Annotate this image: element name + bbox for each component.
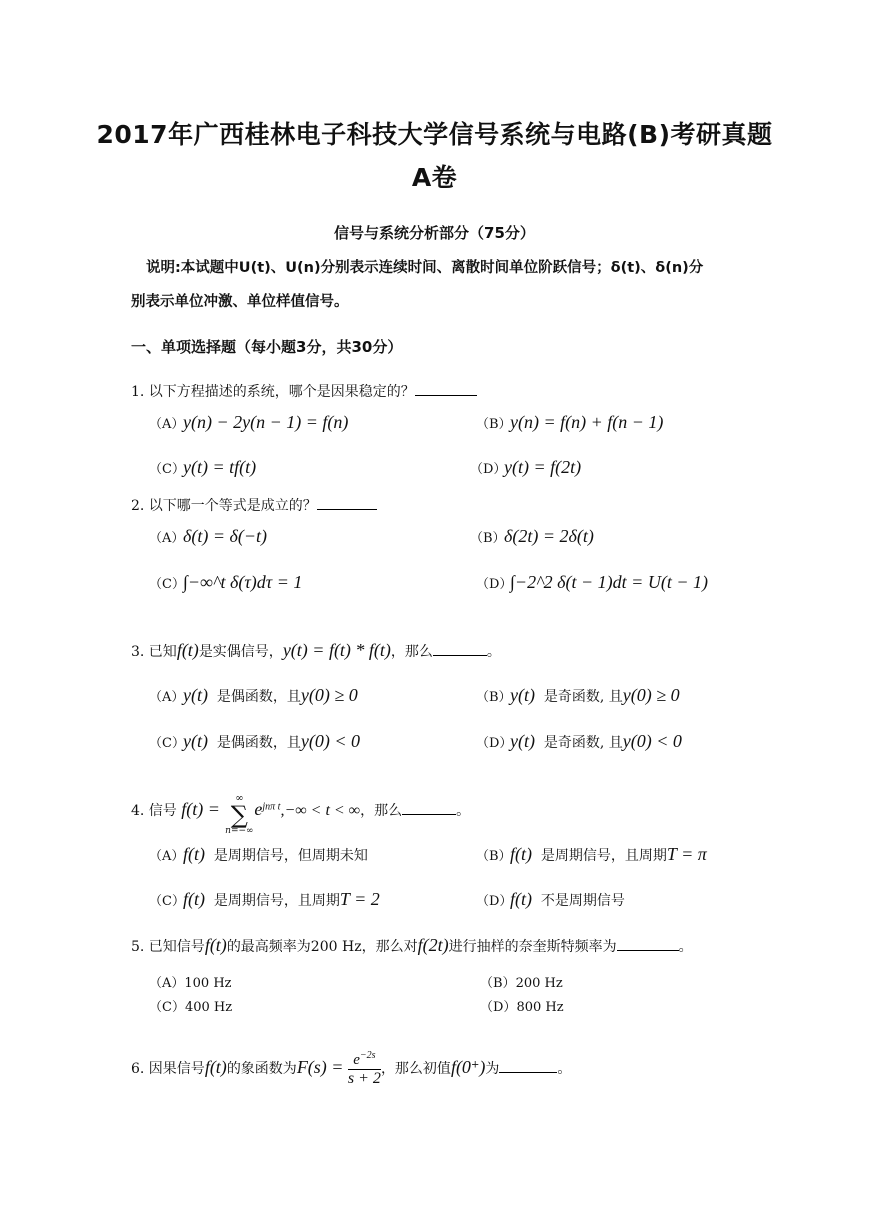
option-label: （D） [480,1000,517,1015]
option-label: （A） [149,531,185,546]
question-2-stem: 2. 以下哪一个等式是成立的？ [131,498,317,514]
q4-option-d[interactable] [476,889,625,910]
section-header: 信号与系统分析部分（75分） [334,224,535,242]
option-var: f(t) [183,889,205,909]
q5-option-a[interactable] [149,972,232,991]
option-cond: y(0) < 0 [622,731,682,751]
document-title-line2: A卷 [411,163,458,192]
q5-option-d[interactable] [480,996,564,1015]
option-text: 800 Hz [516,1000,564,1015]
option-cond: T = 2 [339,889,380,909]
answer-blank[interactable] [433,641,487,656]
option-expr: δ(t) = δ(−t) [183,526,268,546]
q5-stem-pre: 5. 已知信号 [131,939,205,955]
option-var: y(t) [183,731,208,751]
q2-option-a[interactable] [149,526,267,547]
option-text: 100 Hz [184,976,232,991]
option-expr: δ(2t) = 2δ(t) [504,526,594,546]
option-var: f(t) [510,844,532,864]
option-expr: y(n) = f(n) + f(n − 1) [510,412,664,432]
q6-stem-f0-close: ) [479,1057,486,1077]
option-text: 400 Hz [184,1000,233,1015]
q3-stem-end: 。 [486,644,501,660]
option-cond: T = π [666,844,707,864]
q3-stem-f: f(t) [176,640,199,660]
option-label: （C） [149,577,185,592]
part1-header: 一、单项选择题（每小题3分，共30分） [131,338,403,356]
transfer-fraction [348,1050,381,1088]
q4-stem-end: 。 [456,803,471,819]
sum-lower-limit: n=−∞ [225,826,254,836]
q6-stem-mid: 的象函数为 [226,1061,297,1077]
q3-stem-mid: 是实偶信号， [198,644,283,660]
q6-stem-F: F(s) = [296,1057,344,1077]
q3-stem-post: ，那么 [390,644,433,660]
option-text: 是奇函数, 且 [543,735,623,751]
question-2 [131,495,377,515]
answer-blank[interactable] [499,1058,557,1073]
document-title: 2017年广西桂林电子科技大学信号系统与电路(B)考研真题 [96,120,773,149]
answer-blank[interactable] [402,800,456,815]
question-5 [131,935,693,956]
option-cond: y(0) < 0 [300,731,361,751]
option-var: y(t) [510,731,535,751]
option-label: （B） [480,976,516,991]
q6-stem-end: 。 [557,1061,572,1077]
question-6 [131,1050,571,1088]
q4-option-a[interactable] [149,844,368,865]
option-var: f(t) [183,844,205,864]
q5-stem-f2: f(2t) [417,935,449,955]
q5-option-b[interactable] [480,972,563,991]
option-label: （C） [149,736,185,751]
q4-stem-post: ，那么 [360,803,403,819]
q1-option-d[interactable] [470,457,581,478]
answer-blank[interactable] [317,495,377,510]
option-text: 200 Hz [515,976,563,991]
option-label: （B） [476,690,512,705]
option-label: （C） [149,894,185,909]
option-label: （B） [476,417,512,432]
option-expr: y(t) = tf(t) [183,457,257,477]
option-text: 是偶函数，且 [216,689,301,705]
q6-stem-post2: 为 [485,1061,500,1077]
question-4 [131,790,471,836]
question-1 [131,381,477,401]
answer-blank[interactable] [617,936,679,951]
sum-sign: ∑ [230,801,248,829]
sum-upper-limit: ∞ [235,793,244,804]
numerator-base: e [353,1052,360,1068]
q6-stem-pre: 6. 因果信号 [131,1061,205,1077]
q6-stem-f0: f(0 [450,1057,471,1077]
q6-stem-f0-sup: + [470,1059,480,1071]
q1-option-c[interactable] [149,457,256,478]
summation [224,794,254,836]
q6-stem-f: f(t) [204,1057,227,1077]
q3-option-b[interactable] [476,685,680,706]
q4-stem-range: ,−∞ < t < ∞ [280,802,361,819]
q5-stem-f: f(t) [204,935,227,955]
sum-exponent: jnπ t [262,801,281,813]
question-3 [131,640,501,661]
option-text: 是偶函数，且 [216,735,301,751]
option-label: （D） [476,736,513,751]
option-label: （A） [149,417,185,432]
option-text: 是周期信号，且周期 [213,893,340,909]
option-label: （D） [476,577,513,592]
q4-stem-lhs: f(t) = [181,799,220,819]
q5-stem-end: 。 [678,939,693,955]
q1-option-a[interactable] [149,412,348,433]
note-line2: 别表示单位冲激、单位样值信号。 [131,294,349,310]
option-cond: y(0) ≥ 0 [622,685,680,705]
q3-stem-eq: y(t) = f(t) * f(t) [282,640,391,660]
q5-stem-mid: 的最高频率为200 Hz，那么对 [226,939,418,955]
option-cond: y(0) ≥ 0 [300,685,358,705]
option-text: 是周期信号，但周期未知 [213,848,368,864]
q4-option-b[interactable] [476,844,707,865]
option-label: （A） [149,976,185,991]
q3-option-c[interactable] [149,731,360,752]
option-text: 是周期信号，且周期 [540,848,667,864]
q3-option-a[interactable] [149,685,358,706]
sum-term: e [254,799,263,819]
option-expr: y(t) = f(2t) [504,457,582,477]
note-line1: 说明:本试题中U(t)、U(n)分别表示连续时间、离散时间单位阶跃信号；δ(t)、δ(n)分 [146,260,704,276]
option-label: （A） [149,690,185,705]
option-label: （C） [149,462,185,477]
option-text: 是奇函数, 且 [543,689,623,705]
question-1-stem: 1. 以下方程描述的系统，哪个是因果稳定的？ [131,384,415,400]
option-expr: ∫−2^2 δ(t − 1)dt = U(t − 1) [510,572,708,592]
option-label: （D） [470,462,507,477]
q2-option-d[interactable] [476,572,708,593]
q3-option-d[interactable] [476,731,682,752]
q2-option-c[interactable] [149,572,302,593]
option-var: f(t) [510,889,532,909]
q5-stem-post: 进行抽样的奈奎斯特频率为 [448,939,617,955]
q4-option-c[interactable] [149,889,380,910]
option-expr: ∫−∞^t δ(τ)dτ = 1 [183,572,303,592]
option-var: y(t) [510,685,535,705]
option-label: （C） [149,1000,185,1015]
option-label: （D） [476,894,513,909]
q6-stem-post: ，那么初值 [380,1061,451,1077]
q2-option-b[interactable] [470,526,594,547]
answer-blank[interactable] [415,381,477,396]
option-var: y(t) [183,685,208,705]
numerator-exponent: −2s [359,1050,376,1061]
q1-option-b[interactable] [476,412,663,433]
q4-stem-pre: 4. 信号 [131,803,177,819]
q3-stem-pre: 3. 已知 [131,644,177,660]
fraction-numerator [348,1050,381,1070]
q5-option-c[interactable] [149,996,232,1015]
option-text: 不是周期信号 [540,893,625,909]
option-label: （B） [476,849,512,864]
option-expr: y(n) − 2y(n − 1) = f(n) [183,412,349,432]
option-label: （B） [470,531,506,546]
fraction-denominator: s + 2 [347,1070,381,1087]
option-label: （A） [149,849,185,864]
